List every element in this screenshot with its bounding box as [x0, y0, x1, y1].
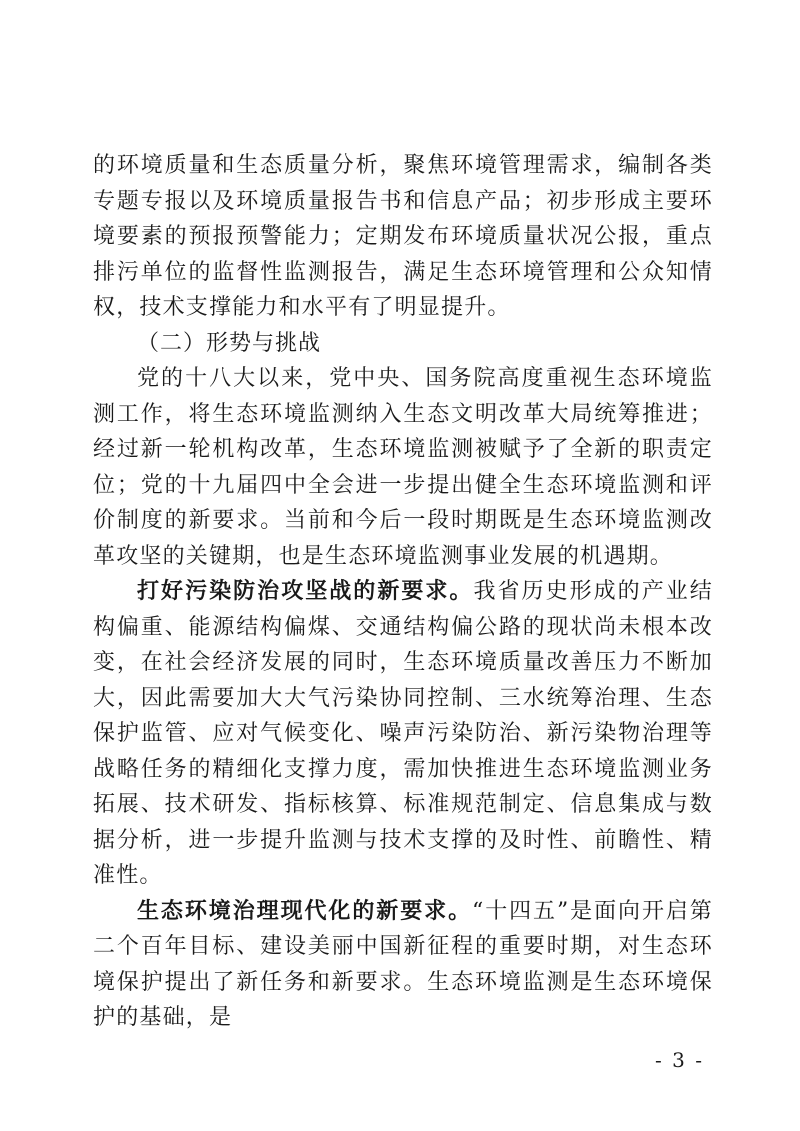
- document-body: [93, 148, 713, 1036]
- paragraph-pollution-control: [93, 574, 713, 894]
- paragraph-lead: 生态环境治理现代化的新要求。: [137, 898, 473, 924]
- page-number: - 3 -: [655, 1048, 704, 1072]
- section-heading: （二）形势与挑战: [137, 330, 322, 356]
- paragraph-lead: 打好污染防治攻坚战的新要求。: [137, 579, 474, 604]
- paragraph-continuation: 的环境质量和生态质量分析，聚焦环境管理需求，编制各类专题专报以及环境质量报告书和信息产品；初步形成主要环境要素的预报预警能力；定期发布环境质量状况公报，重点排污单位的监督性监测报告，满足生态环境管理和公众知情权，技术支撑能力和水平有了明显提升。: [93, 153, 713, 320]
- paragraph-governance-modernization: [93, 894, 713, 1036]
- paragraph-text: “十四五”是面向开启第二个百年目标、建设美丽中国新征程的重要时期，对生态环境保护提出了新任务和新要求。生态环境监测是生态环境保护的基础，是: [93, 898, 713, 1030]
- paragraph-text: 我省历史形成的产业结构偏重、能源结构偏煤、交通结构偏公路的现状尚未根本改变，在社会经济发展的同时，生态环境质量改善压力不断加大，因此需要加大大气污染协同控制、三水统筹治理、生态保护监管、应对气候变化、噪声污染防治、新污染物治理等战略任务的精细化支撑力度，需加快推进生态环境监测业务拓展、技术研发、指标核算、标准规范制定、信息集成与数据分析，进一步提升监测与技术支撑的及时性、前瞻性、精准性。: [93, 579, 713, 888]
- paragraph-situation: 党的十八大以来，党中央、国务院高度重视生态环境监测工作，将生态环境监测纳入生态文明改革大局统筹推进；经过新一轮机构改革，生态环境监测被赋予了全新的职责定位；党的十九届四中全会进一步提出健全生态环境监测和评价制度的新要求。当前和今后一段时期既是生态环境监测改革攻坚的关键期，也是生态环境监测事业发展的机遇期。: [93, 366, 713, 569]
